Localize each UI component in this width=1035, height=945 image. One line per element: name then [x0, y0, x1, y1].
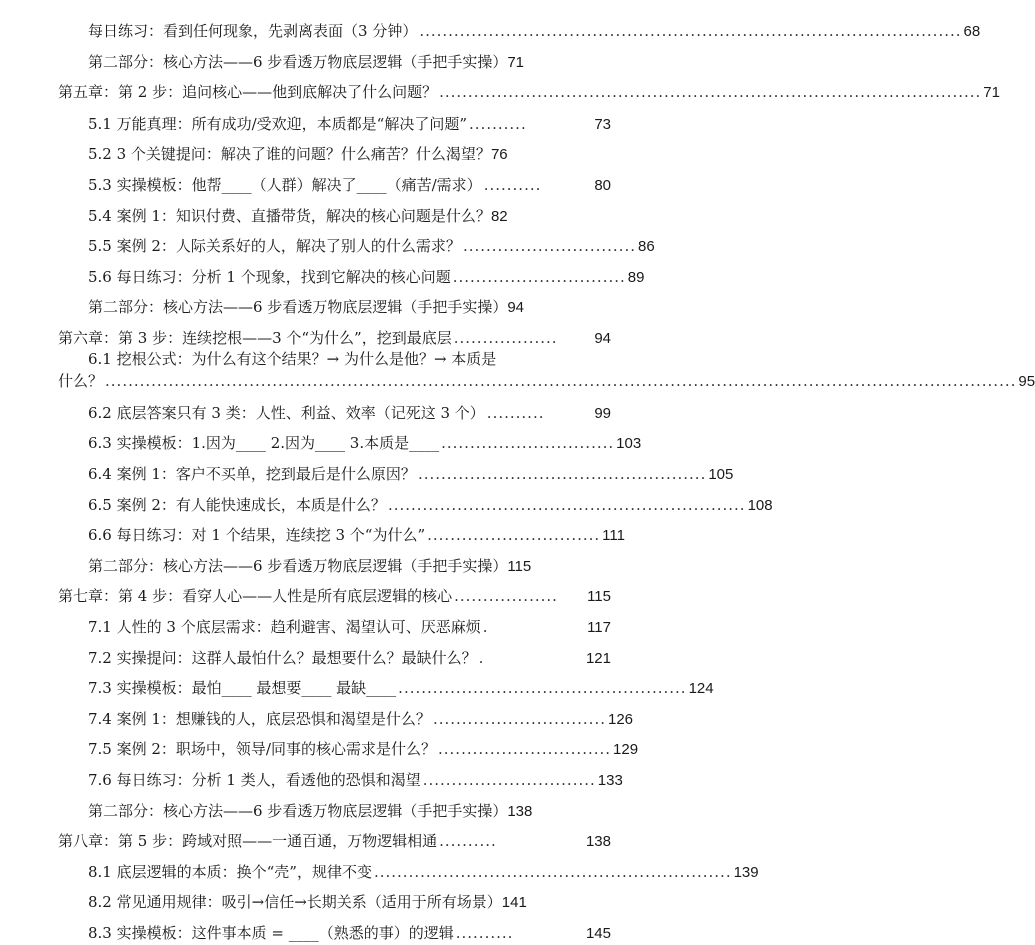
toc-leader-dots: .......... — [486, 404, 545, 422]
toc-page-number: 86 — [637, 238, 655, 255]
toc-entry-title: 6.6 每日练习：对 1 个结果，连续挖 3 个“为什么” — [88, 526, 426, 544]
toc-entry[interactable] — [88, 922, 611, 945]
toc-entry[interactable] — [88, 174, 611, 197]
toc-leader-dots: .............................................................. — [387, 496, 746, 514]
toc-leader-dots: . — [478, 649, 485, 667]
toc-page-number: 95 — [1018, 373, 1035, 390]
toc-entry-title: 7.4 案例 1：想赚钱的人，底层恐惧和渴望是什么？ — [88, 710, 431, 728]
toc-entry[interactable] — [88, 143, 611, 166]
toc-leader-dots: .............................. — [422, 771, 596, 789]
toc-entry-part[interactable] — [88, 296, 630, 319]
toc-leader-dots: .................................................. — [398, 679, 687, 697]
toc-entry[interactable] — [88, 205, 611, 228]
toc-entry[interactable] — [88, 738, 639, 761]
toc-leader-dots: .......... — [469, 115, 527, 133]
toc-leader-dots: .............................. — [441, 434, 615, 452]
toc-entry-title: 第二部分：核心方法——6 步看透万物底层逻辑（手把手实操） — [88, 557, 508, 575]
toc-page-number: 139 — [733, 864, 759, 881]
toc-page-number: 94 — [507, 299, 525, 316]
toc-leader-dots: .............................................................. — [373, 863, 732, 881]
toc-entry-title: 每日练习：看到任何现象，先剥离表面（3 分钟） — [88, 22, 418, 40]
toc-entry-title: 5.2 3 个关键提问：解决了谁的问题？什么痛苦？什么渴望？ — [88, 145, 491, 163]
toc-page-number: 76 — [490, 146, 508, 163]
toc-entry-title: 第八章：第 5 步：跨域对照——一通百通，万物逻辑相通 — [58, 832, 438, 850]
toc-leader-dots: .............................................................................................. — [439, 83, 982, 101]
toc-entry[interactable] — [58, 370, 1035, 393]
toc-leader-dots: .............................. — [432, 710, 606, 728]
toc-leader-dots: .............................. — [438, 740, 612, 758]
toc-entry-part[interactable] — [88, 51, 630, 74]
toc-page-number: 117 — [587, 619, 611, 636]
toc-entry[interactable] — [88, 891, 641, 914]
toc-entry-title: 7.1 人性的 3 个底层需求：趋利避害、渴望认可、厌恶麻烦 — [88, 618, 481, 636]
toc-page-number: 111 — [602, 527, 625, 544]
toc-page-number: 71 — [507, 54, 525, 71]
toc-entry[interactable] — [88, 463, 734, 486]
toc-page-number: 138 — [585, 833, 611, 850]
toc-entry[interactable] — [88, 235, 655, 258]
toc-entry[interactable] — [88, 524, 625, 547]
toc-leader-dots: .......... — [483, 176, 542, 194]
toc-entry-title: 第二部分：核心方法——6 步看透万物底层逻辑（手把手实操） — [88, 802, 508, 820]
toc-page-number: 103 — [616, 435, 642, 452]
toc-page-number: 99 — [594, 405, 611, 422]
toc-page-number: 71 — [983, 84, 1000, 101]
toc-page-number: 80 — [594, 177, 611, 194]
toc-entry-part[interactable] — [88, 800, 633, 823]
toc-entry-title: 7.2 实操提问：这群人最怕什么？最想要什么？最缺什么？ — [88, 649, 477, 667]
toc-entry-title: 7.3 实操模板：最怕____ 最想要____ 最缺____ — [88, 679, 397, 697]
toc-entry-chapter[interactable] — [58, 830, 611, 853]
toc-page-number: 145 — [585, 925, 611, 942]
toc-entry-title: 8.3 实操模板：这件事本质 = ____（熟悉的事）的逻辑 — [88, 924, 454, 942]
toc-entry-title: 第二部分：核心方法——6 步看透万物底层逻辑（手把手实操） — [88, 53, 508, 71]
toc-page-number: 129 — [613, 741, 639, 758]
toc-leader-dots: . — [482, 618, 489, 636]
toc-entry-title-line1: 6.1 挖根公式：为什么有这个结果？→ 为什么是他？→ 本质是 — [88, 350, 497, 368]
toc-leader-dots: .......... — [439, 832, 497, 850]
toc-entry-title: 7.6 每日练习：分析 1 类人，看透他的恐惧和渴望 — [88, 771, 421, 789]
toc-entry-title: 5.1 万能真理：所有成功/受欢迎，本质都是“解决了问题” — [88, 115, 468, 133]
toc-entry[interactable] — [88, 616, 611, 639]
toc-leader-dots: .................. — [454, 587, 558, 605]
toc-entry-title: 6.2 底层答案只有 3 类：人性、利益、效率（记死这 3 个） — [88, 404, 485, 422]
toc-leader-dots: .............................................................................................................................................................. — [105, 372, 1017, 390]
toc-page-number: 133 — [597, 772, 623, 789]
toc-entry-title: 6.5 案例 2：有人能快速成长，本质是什么？ — [88, 496, 386, 514]
toc-page-number: 105 — [708, 466, 734, 483]
toc-entry[interactable] — [88, 494, 773, 517]
toc-page-number: 73 — [594, 116, 611, 133]
toc-page-number: 108 — [747, 497, 773, 514]
toc-entry-title: 5.3 实操模板：他帮____（人群）解决了____（痛苦/需求） — [88, 176, 482, 194]
toc-page-number: 68 — [963, 23, 981, 40]
toc-entry[interactable] — [88, 861, 759, 884]
toc-entry-title: 8.1 底层逻辑的本质：换个“壳”，规律不变 — [88, 863, 372, 881]
toc-leader-dots: .............................. — [452, 268, 626, 286]
toc-entry-title: 第二部分：核心方法——6 步看透万物底层逻辑（手把手实操） — [88, 298, 508, 316]
toc-entry[interactable] — [88, 113, 611, 136]
toc-page-number: 138 — [507, 803, 533, 820]
toc-page-number: 115 — [587, 588, 611, 605]
toc-entry-title: 6.4 案例 1：客户不买单，挖到最后是什么原因？ — [88, 465, 416, 483]
toc-page-number: 94 — [594, 330, 611, 347]
toc-entry[interactable] — [88, 402, 611, 425]
toc-entry-chapter[interactable] — [58, 327, 611, 350]
toc-entry-chapter[interactable] — [58, 585, 611, 608]
toc-entry-title: 7.5 案例 2：职场中，领导/同事的核心需求是什么？ — [88, 740, 436, 758]
toc-entry-title: 第五章：第 2 步：追问核心——他到底解决了什么问题？ — [58, 83, 438, 101]
toc-leader-dots: .............................. — [462, 237, 636, 255]
toc-page-number: 124 — [688, 680, 714, 697]
toc-entry[interactable] — [88, 769, 623, 792]
toc-page-number: 89 — [627, 269, 645, 286]
toc-entry[interactable] — [88, 708, 634, 731]
toc-page-number: 115 — [507, 558, 532, 575]
toc-entry-title: 什么？ — [58, 372, 104, 390]
toc-entry-title: 第六章：第 3 步：连续挖根——3 个“为什么”，挖到最底层 — [58, 329, 452, 347]
toc-page-number: 121 — [585, 650, 611, 667]
toc-leader-dots: .................. — [453, 329, 558, 347]
toc-entry-title: 5.5 案例 2：人际关系好的人，解决了别人的什么需求？ — [88, 237, 461, 255]
toc-entry-title: 第七章：第 4 步：看穿人心——人性是所有底层逻辑的核心 — [58, 587, 453, 605]
toc-entry-title: 5.4 案例 1：知识付费、直播带货，解决的核心问题是什么？ — [88, 207, 491, 225]
toc-entry-title: 6.3 实操模板：1.因为____ 2.因为____ 3.本质是____ — [88, 434, 440, 452]
toc-entry-title: 5.6 每日练习：分析 1 个现象，找到它解决的核心问题 — [88, 268, 451, 286]
toc-entry[interactable] — [88, 647, 611, 670]
toc-page-number: 126 — [607, 711, 634, 728]
toc-leader-dots: .......... — [455, 924, 514, 942]
toc-leader-dots: .............................................................................................. — [419, 22, 962, 40]
toc-leader-dots: .................................................. — [417, 465, 707, 483]
toc-entry-part[interactable] — [88, 555, 633, 578]
toc-entry-chapter[interactable] — [58, 81, 1000, 104]
toc-entry[interactable] — [88, 20, 981, 43]
toc-leader-dots: .............................. — [427, 526, 601, 544]
toc-page-number: 141 — [501, 894, 527, 911]
toc-entry[interactable] — [88, 266, 645, 289]
toc-page-number: 82 — [490, 208, 508, 225]
toc-entry[interactable] — [88, 432, 642, 455]
toc-entry[interactable] — [88, 677, 714, 700]
toc-entry-title: 8.2 常见通用规律：吸引→信任→长期关系（适用于所有场景） — [88, 893, 502, 911]
